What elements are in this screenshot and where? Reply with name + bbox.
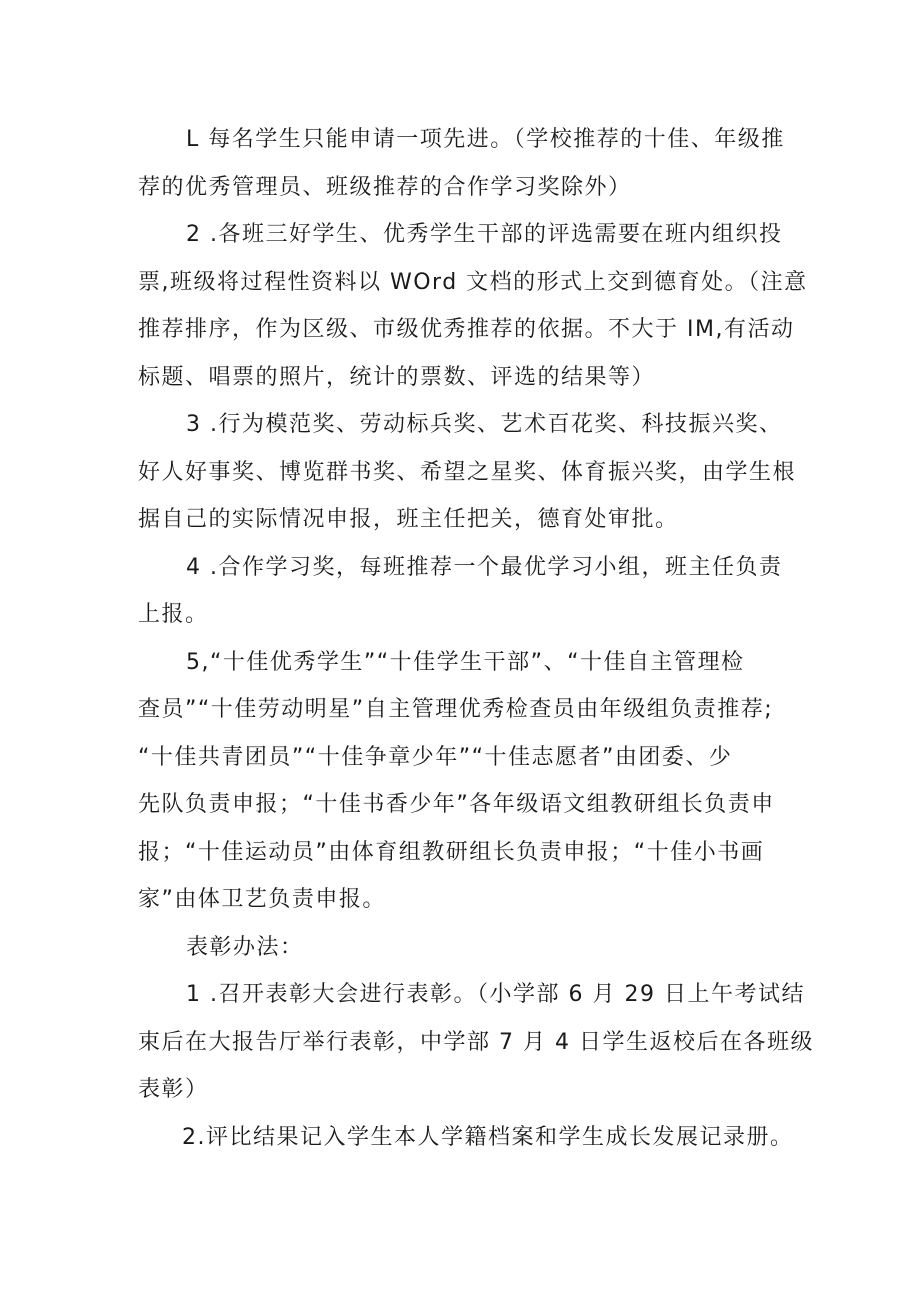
paragraph-3-line-2: 好人好事奖、博览群书奖、希望之星奖、体育振兴奖，由学生根	[138, 459, 797, 485]
paragraph-2-line-2: 票,班级将过程性资料以 WOrd 文档的形式上交到德育处。（注意	[138, 269, 808, 295]
paragraph-6-line-2: 束后在大报告厅举行表彰，中学部 7 月 4 日学生返校后在各班级	[138, 1029, 814, 1055]
paragraph-2-line-1: 2 .各班三好学生、优秀学生干部的评选需要在班内组织投	[186, 222, 783, 247]
paragraph-7-line-1: 2.评比结果记入学生本人学籍档案和学生成长发展记录册。	[182, 1124, 794, 1150]
paragraph-1-line-1: L 每名学生只能申请一项先进。（学校推荐的十佳、年级推	[186, 127, 785, 152]
document-body	[138, 116, 818, 1161]
paragraph-5-line-3: “十佳共青团员”“十佳争章少年”“十佳志愿者”由团委、少	[138, 744, 733, 770]
paragraph-5-line-1: 5,“十佳优秀学生”“十佳学生干部”、“十佳自主管理检	[186, 649, 745, 675]
paragraph-6-line-3: 表彰）	[138, 1077, 209, 1102]
paragraph-5-line-6: 家”由体卫艺负责申报。	[138, 887, 386, 912]
paragraph-6-line-1: 1 .召开表彰大会进行表彰。（小学部 6 月 29 日上午考试结	[186, 982, 805, 1007]
paragraph-3-line-3: 据自己的实际情况申报，班主任把关，德育处审批。	[138, 507, 679, 532]
paragraph-3-line-1: 3 .行为模范奖、劳动标兵奖、艺术百花奖、科技振兴奖、	[186, 412, 783, 437]
paragraph-1-line-2: 荐的优秀管理员、班级推荐的合作学习奖除外）	[138, 174, 632, 200]
paragraph-2-line-3: 推荐排序，作为区级、市级优秀推荐的依据。不大于 IM,有活动	[138, 317, 795, 342]
section-heading-commendation: 表彰办法：	[186, 934, 304, 960]
paragraph-5-line-5: 报；“十佳运动员”由体育组教研组长负责申报；“十佳小书画	[138, 839, 765, 865]
paragraph-2-line-4: 标题、唱票的照片，统计的票数、评选的结果等）	[138, 364, 656, 390]
paragraph-4-line-1: 4 .合作学习奖，每班推荐一个最优学习小组，班主任负责	[186, 554, 783, 580]
paragraph-4-line-2: 上报。	[138, 602, 209, 627]
paragraph-5-line-2: 查员”“十佳劳动明星”自主管理优秀检查员由年级组负责推荐;	[138, 697, 774, 722]
paragraph-5-line-4: 先队负责申报；“十佳书香少年”各年级语文组教研组长负责申	[138, 792, 775, 817]
